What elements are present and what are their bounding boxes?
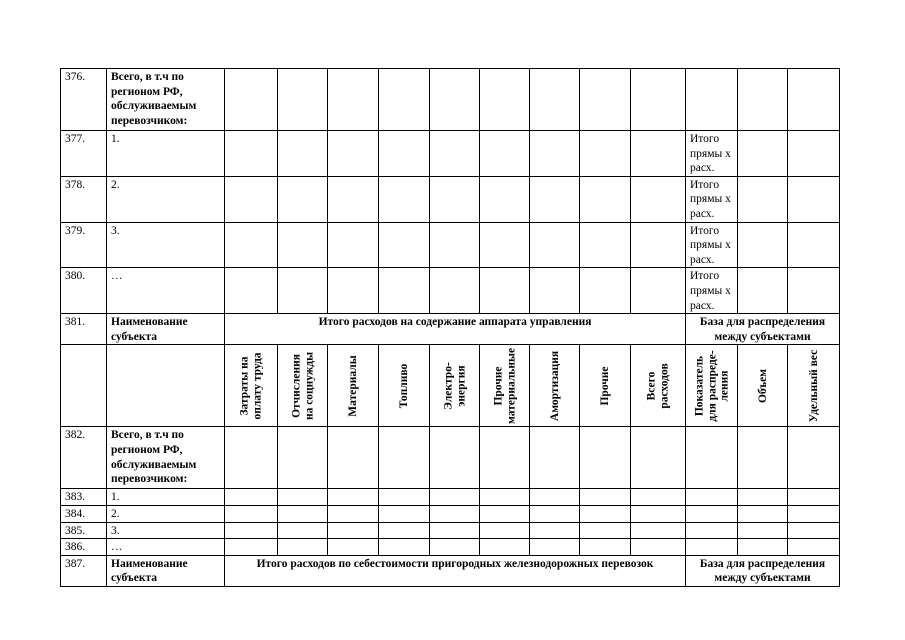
value-cell [530,131,580,177]
table-row [61,489,840,506]
row-number: 384. [61,505,107,522]
row-number: 380. [61,268,107,314]
column-header [225,345,278,427]
row-number: 377. [61,131,107,177]
value-cell [530,539,580,556]
value-cell [328,69,379,131]
value-cell [738,539,788,556]
base-header: База для распределения между субъектами [686,314,840,345]
value-cell [631,222,686,268]
row-number: 386. [61,539,107,556]
value-cell [278,222,328,268]
value-cell [480,268,530,314]
value-cell [430,176,480,222]
column-header-label: Отчисления на соцнужды [290,351,315,420]
value-cell [328,522,379,539]
value-cell [328,222,379,268]
value-cell [379,427,430,489]
row-name: Всего, в т.ч по регионом РФ, обслуживаемым перевозчиком: [107,69,225,131]
value-cell [530,69,580,131]
value-cell [530,522,580,539]
row-name: 1. [107,489,225,506]
value-cell [480,176,530,222]
value-cell [580,268,631,314]
value-cell [379,505,430,522]
value-cell [328,505,379,522]
side-label [686,69,738,131]
subject-header: Наименование субъекта [107,314,225,345]
table-row [61,505,840,522]
blank-cell [107,345,225,427]
table-row [61,427,840,489]
column-header-row [61,345,840,427]
value-cell [530,176,580,222]
value-cell [278,131,328,177]
column-header-label: Удельный вес [807,349,820,423]
value-cell [225,268,278,314]
cost-table [60,68,840,587]
header-row [61,314,840,345]
value-cell [379,69,430,131]
column-header [379,345,430,427]
side-label: Итого прямы х расх. [686,268,738,314]
value-cell [379,489,430,506]
value-cell [686,522,738,539]
group-header: Итого расходов на содержание аппарата управления [225,314,686,345]
value-cell [530,427,580,489]
value-cell [328,489,379,506]
column-header [631,345,686,427]
row-number: 387. [61,555,107,586]
value-cell [480,505,530,522]
table-row [61,268,840,314]
value-cell [580,427,631,489]
value-cell [278,522,328,539]
column-header [480,345,530,427]
value-cell [738,176,788,222]
value-cell [686,505,738,522]
value-cell [631,539,686,556]
column-header-label: Прочие материальные [492,347,517,424]
value-cell [631,268,686,314]
column-header [580,345,631,427]
value-cell [738,268,788,314]
value-cell [225,505,278,522]
value-cell [480,539,530,556]
value-cell [738,427,788,489]
column-header [686,345,738,427]
value-cell [530,268,580,314]
value-cell [738,222,788,268]
value-cell [580,539,631,556]
value-cell [530,222,580,268]
value-cell [430,131,480,177]
value-cell [328,131,379,177]
value-cell [379,268,430,314]
row-number: 379. [61,222,107,268]
value-cell [278,489,328,506]
value-cell [580,176,631,222]
side-label: Итого прямы х расх. [686,131,738,177]
column-header-label: Объем [756,368,769,403]
column-header-label: Затраты на оплату труда [238,352,263,420]
value-cell [738,489,788,506]
column-header [328,345,379,427]
column-header [530,345,580,427]
value-cell [738,505,788,522]
value-cell [328,427,379,489]
column-header-label: Амортизация [548,350,561,421]
header-row [61,555,840,586]
value-cell [580,505,631,522]
column-header [278,345,328,427]
row-name: 3. [107,522,225,539]
value-cell [379,522,430,539]
value-cell [788,176,840,222]
value-cell [225,427,278,489]
value-cell [328,539,379,556]
table-row [61,69,840,131]
row-name: 2. [107,505,225,522]
value-cell [530,505,580,522]
value-cell [788,222,840,268]
value-cell [530,489,580,506]
value-cell [225,176,278,222]
value-cell [278,176,328,222]
column-header-label: Прочие [598,366,611,406]
table-row [61,131,840,177]
value-cell [580,522,631,539]
column-header [738,345,788,427]
side-label: Итого прямы х расх. [686,222,738,268]
value-cell [379,131,430,177]
row-name: 2. [107,176,225,222]
value-cell [379,222,430,268]
value-cell [631,489,686,506]
value-cell [430,268,480,314]
value-cell [738,522,788,539]
value-cell [480,522,530,539]
value-cell [278,268,328,314]
value-cell [480,69,530,131]
value-cell [225,489,278,506]
row-name: 1. [107,131,225,177]
row-number: 383. [61,489,107,506]
column-header-label: Показатель для распреде-ления [692,350,730,422]
row-number: 385. [61,522,107,539]
value-cell [788,427,840,489]
subject-header: Наименование субъекта [107,555,225,586]
value-cell [686,489,738,506]
value-cell [430,489,480,506]
value-cell [328,176,379,222]
row-name: … [107,268,225,314]
value-cell [430,69,480,131]
value-cell [580,489,631,506]
value-cell [379,176,430,222]
value-cell [631,427,686,489]
value-cell [580,131,631,177]
value-cell [788,131,840,177]
value-cell [278,427,328,489]
table-row [61,176,840,222]
column-header-label: Всего расходов [645,363,670,409]
value-cell [631,176,686,222]
value-cell [631,131,686,177]
row-name: … [107,539,225,556]
value-cell [480,222,530,268]
value-cell [430,505,480,522]
value-cell [788,505,840,522]
side-label: Итого прямы х расх. [686,176,738,222]
column-header [430,345,480,427]
table-row [61,522,840,539]
row-name: Всего, в т.ч по регионом РФ, обслуживаемым перевозчиком: [107,427,225,489]
value-cell [738,69,788,131]
row-number: 382. [61,427,107,489]
column-header-label: Топливо [397,363,410,409]
value-cell [631,522,686,539]
value-cell [225,222,278,268]
value-cell [225,539,278,556]
value-cell [788,268,840,314]
value-cell [379,539,430,556]
row-number: 376. [61,69,107,131]
value-cell [430,222,480,268]
table-row [61,222,840,268]
row-number: 378. [61,176,107,222]
column-header-label: Материалы [346,355,359,417]
value-cell [430,539,480,556]
value-cell [278,539,328,556]
value-cell [225,522,278,539]
value-cell [480,427,530,489]
row-name: 3. [107,222,225,268]
value-cell [580,222,631,268]
value-cell [631,69,686,131]
value-cell [686,539,738,556]
blank-cell [61,345,107,427]
value-cell [225,69,278,131]
value-cell [480,489,530,506]
column-header-label: Электро-энергия [442,362,467,410]
value-cell [631,505,686,522]
value-cell [580,69,631,131]
value-cell [430,427,480,489]
base-header: База для распределения между субъектами [686,555,840,586]
value-cell [738,131,788,177]
value-cell [225,131,278,177]
value-cell [430,522,480,539]
group-header: Итого расходов по себестоимости пригородных железнодорожных перевозок [225,555,686,586]
value-cell [788,539,840,556]
value-cell [788,522,840,539]
value-cell [278,505,328,522]
row-number: 381. [61,314,107,345]
column-header [788,345,840,427]
value-cell [480,131,530,177]
value-cell [328,268,379,314]
value-cell [788,489,840,506]
value-cell [788,69,840,131]
value-cell [278,69,328,131]
value-cell [686,427,738,489]
table-row [61,539,840,556]
